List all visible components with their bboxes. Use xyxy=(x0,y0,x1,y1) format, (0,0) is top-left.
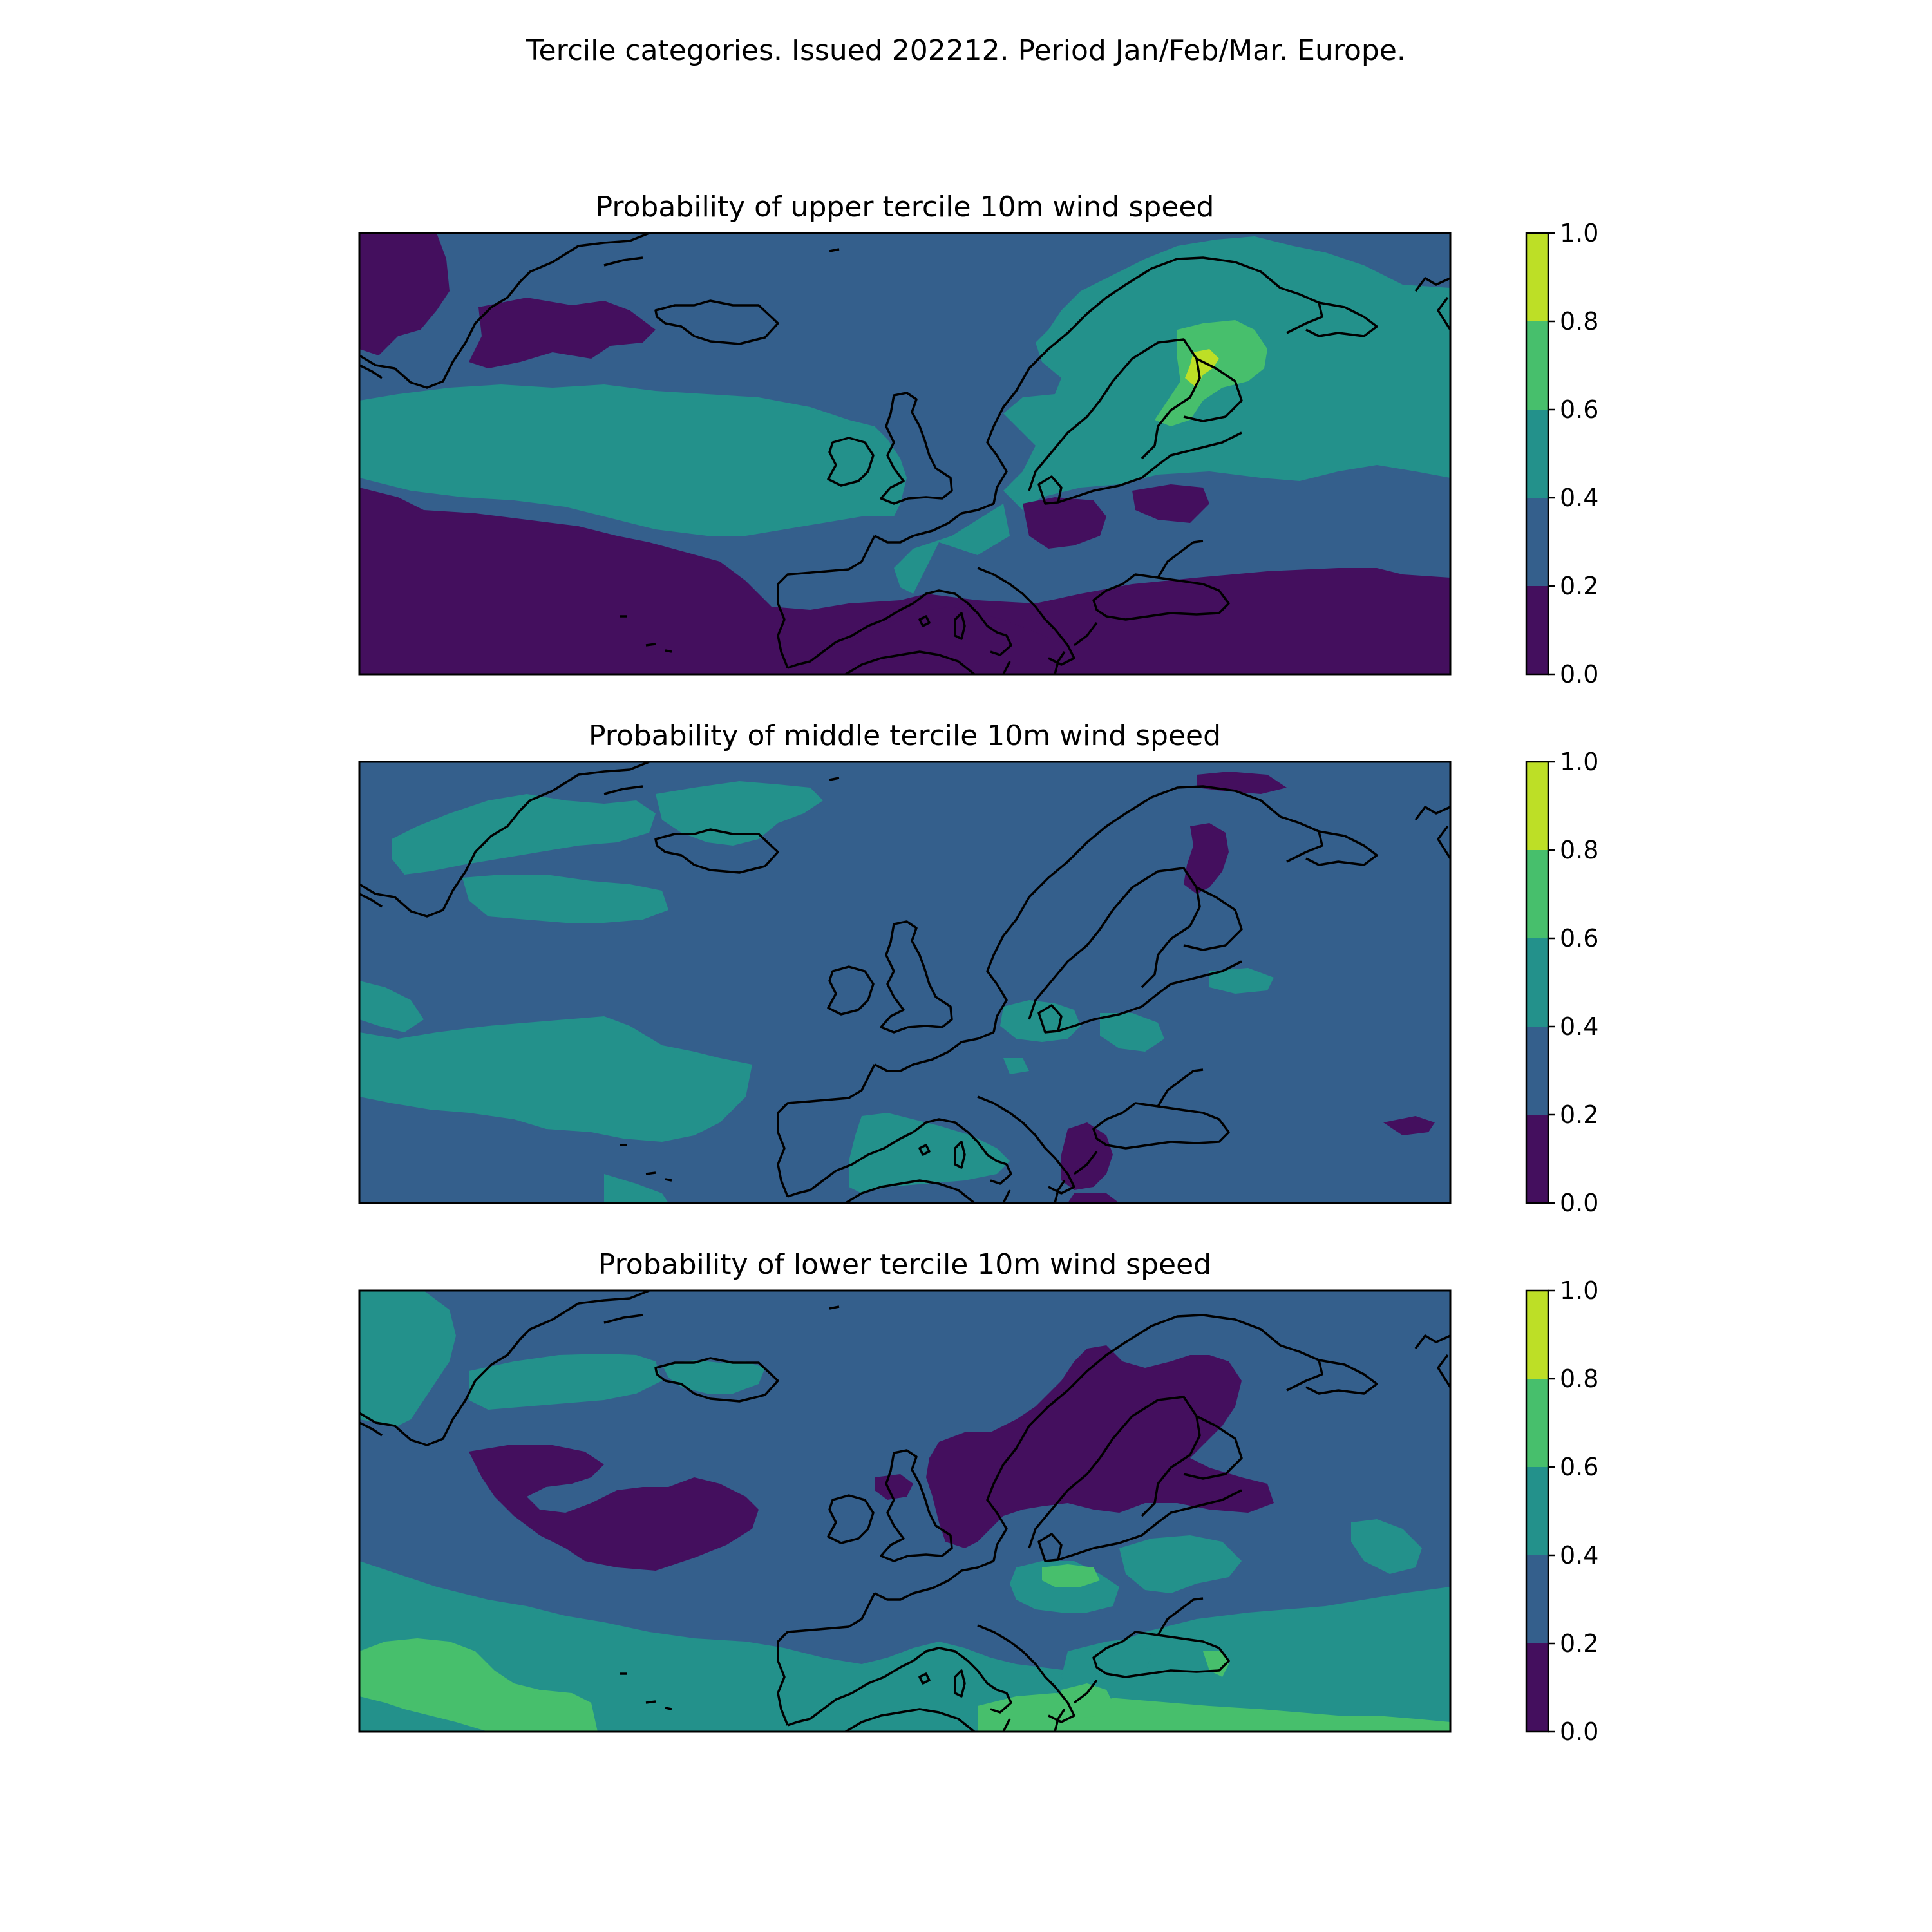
colorbar-segment xyxy=(1526,498,1548,586)
colorbar-tick-label: 0.2 xyxy=(1560,572,1599,600)
colorbar-segment xyxy=(1526,1379,1548,1467)
panel-title: Probability of middle tercile 10m wind speed xyxy=(588,719,1222,752)
colorbar-segment xyxy=(1526,586,1548,674)
colorbar-tick-label: 0.2 xyxy=(1560,1101,1599,1129)
map-area xyxy=(359,762,1450,1203)
panel-title: Probability of upper tercile 10m wind speed xyxy=(595,191,1215,223)
colorbar-tick-label: 0.6 xyxy=(1560,924,1599,952)
colorbar-segment xyxy=(1526,762,1548,850)
colorbar-tick-label: 0.4 xyxy=(1560,484,1599,512)
colorbar-segment xyxy=(1526,321,1548,410)
map-area xyxy=(359,1291,1450,1732)
colorbar-tick-label: 0.6 xyxy=(1560,395,1599,424)
colorbar-segment xyxy=(1526,410,1548,498)
map-panel-lower xyxy=(359,1248,1598,1746)
colorbar-segment xyxy=(1526,1115,1548,1203)
colorbar-tick-label: 0.8 xyxy=(1560,836,1599,864)
colorbar-tick-label: 1.0 xyxy=(1560,1276,1599,1305)
colorbar xyxy=(1526,748,1598,1217)
panel-title: Probability of lower tercile 10m wind speed xyxy=(598,1248,1212,1281)
panels xyxy=(359,191,1598,1746)
colorbar-segment xyxy=(1526,938,1548,1027)
colorbar-segment xyxy=(1526,1467,1548,1555)
colorbar-tick-label: 0.2 xyxy=(1560,1629,1599,1658)
colorbar-segment xyxy=(1526,1643,1548,1732)
colorbar-tick-label: 0.0 xyxy=(1560,660,1599,688)
colorbar-segment xyxy=(1526,1027,1548,1115)
colorbar-segment xyxy=(1526,1291,1548,1379)
figure-title: Tercile categories. Issued 202212. Period Jan/Feb/Mar. Europe. xyxy=(526,34,1406,67)
map-panel-upper xyxy=(359,191,1598,688)
map-area xyxy=(359,233,1450,674)
colorbar-tick-label: 0.6 xyxy=(1560,1453,1599,1481)
colorbar-tick-label: 1.0 xyxy=(1560,748,1599,776)
colorbar-tick-label: 0.0 xyxy=(1560,1718,1599,1746)
colorbar-tick-label: 0.0 xyxy=(1560,1189,1599,1217)
colorbar-tick-label: 0.4 xyxy=(1560,1541,1599,1569)
colorbar-tick-label: 0.4 xyxy=(1560,1012,1599,1041)
colorbar xyxy=(1526,219,1598,688)
colorbar-segment xyxy=(1526,850,1548,938)
colorbar xyxy=(1526,1276,1598,1746)
colorbar-tick-label: 0.8 xyxy=(1560,1365,1599,1393)
colorbar-tick-label: 1.0 xyxy=(1560,219,1599,247)
map-panel-middle xyxy=(359,719,1598,1217)
colorbar-segment xyxy=(1526,1555,1548,1643)
colorbar-tick-label: 0.8 xyxy=(1560,307,1599,336)
colorbar-segment xyxy=(1526,233,1548,321)
